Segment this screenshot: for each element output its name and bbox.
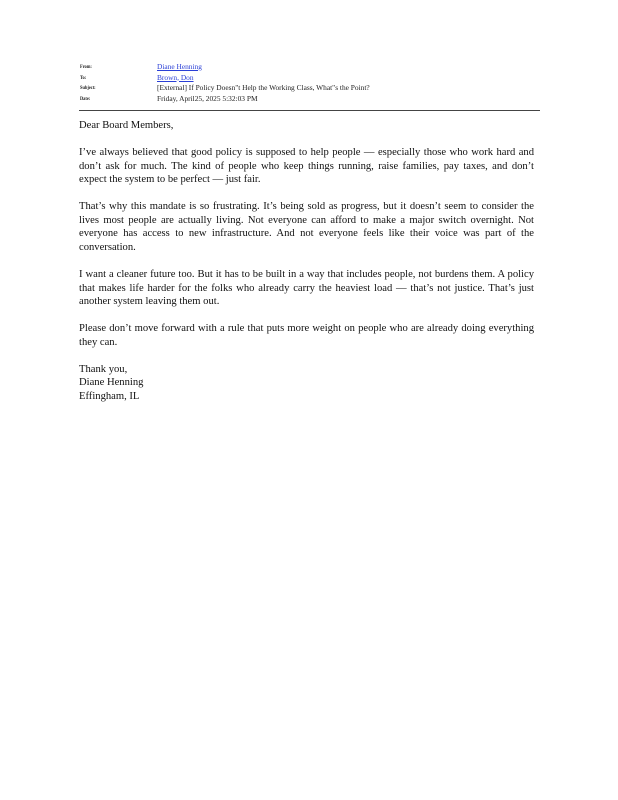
to-row xyxy=(80,73,540,84)
subject-value: [External] If Policy Doesn"t Help the Working Class, What"s the Point? xyxy=(157,83,370,92)
subject-label: Subject: xyxy=(80,85,96,91)
date-value: Friday, April25, 2025 5:32:03 PM xyxy=(157,93,258,103)
date-label: Date: xyxy=(80,95,91,102)
email-body xyxy=(79,119,534,403)
to-recipient-link[interactable]: Brown, Don xyxy=(157,72,194,82)
greeting: Dear Board Members, xyxy=(79,120,174,131)
body-paragraph-3: I want a cleaner future too. But it has to be built in a way that includes people, not burdens them. A policy that makes life harder for the folks who already carry the heaviest load — that’s not justice. That’s just another system leaving them out. xyxy=(79,268,534,308)
signature-location: Effingham, IL xyxy=(79,390,140,402)
email-header xyxy=(80,62,540,104)
from-sender-link[interactable]: Diane Henning xyxy=(157,62,202,71)
closing: Thank you, xyxy=(79,363,128,375)
body-paragraph-2: That’s why this mandate is so frustrating. It’s being sold as progress, but it doesn’t seem to consider the lives most people are actually living. Not everyone can afford to make a major switch overnight. Not everyone has access to new infrastructure. And not everyone feels like their voice was part of the conversation. xyxy=(79,201,534,253)
to-label: To: xyxy=(80,74,87,81)
header-divider xyxy=(79,110,540,111)
signature-block xyxy=(79,363,534,404)
body-paragraph-4: Please don’t move forward with a rule that puts more weight on people who are already doing everything they can. xyxy=(79,323,534,348)
from-label: From: xyxy=(80,64,92,70)
date-row xyxy=(80,94,540,105)
subject-row xyxy=(80,83,540,94)
from-row xyxy=(80,62,540,73)
signature-name: Diane Henning xyxy=(79,377,144,389)
body-paragraph-1: I’ve always believed that good policy is supposed to help people — especially those who work hard and don’t ask for much. The kind of people who keep things running, raise families, pay taxes, and don’t expect the system to be perfect — just fair. xyxy=(79,146,534,186)
